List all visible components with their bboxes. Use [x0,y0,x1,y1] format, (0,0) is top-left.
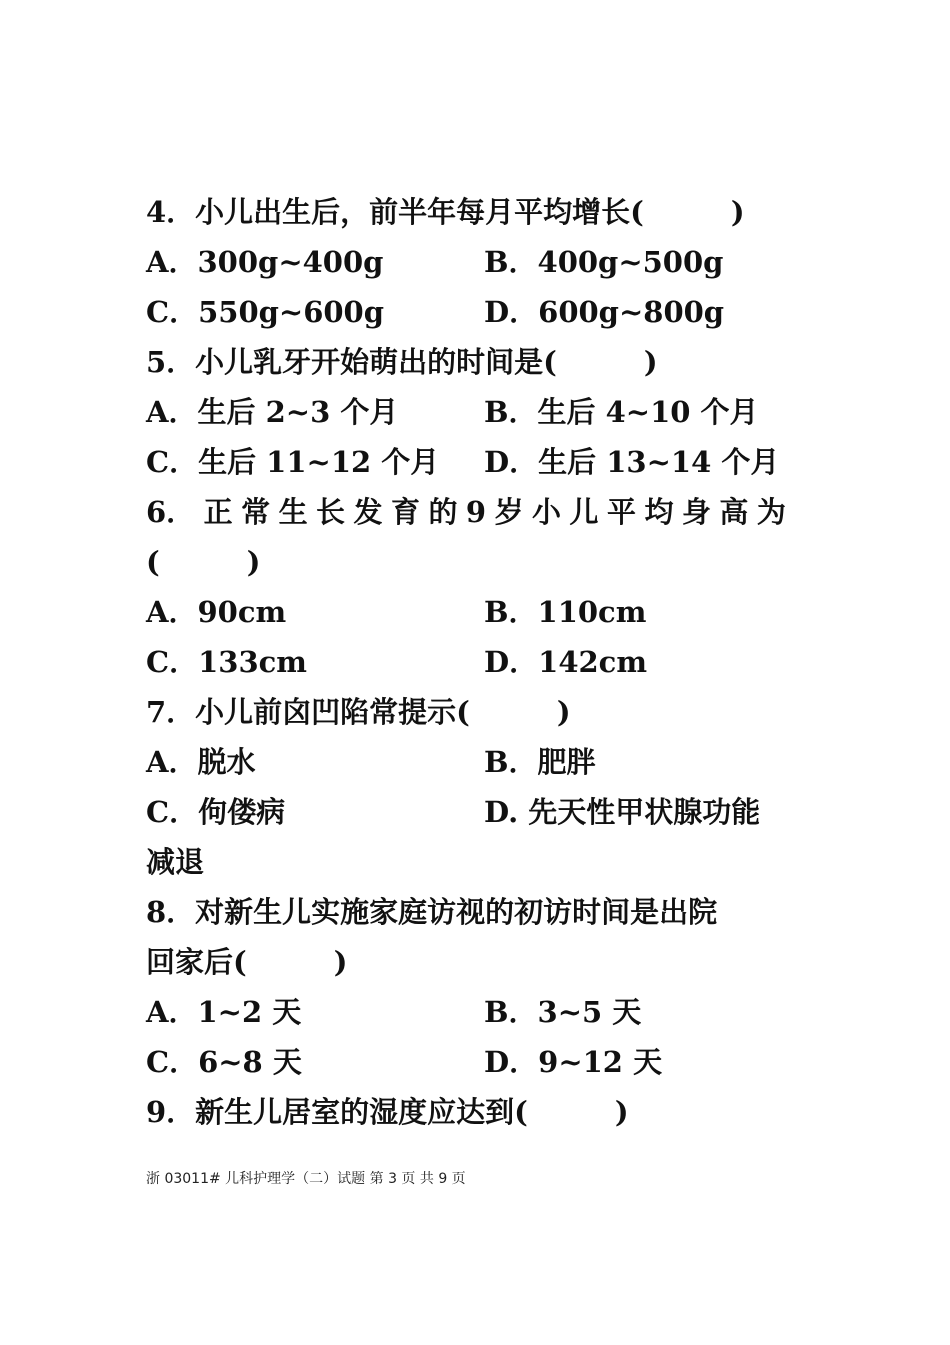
question-8-option-a: A．1~2 天 [146,995,302,1029]
question-6-options-row-2 [146,637,786,687]
question-7-stem: 7．小儿前囟凹陷常提示( ) [146,695,571,729]
question-6-option-a: A．90cm [146,595,287,629]
question-6-stem-char: 育 [390,495,420,529]
question-4-option-a: A．300g~400g [146,245,384,279]
question-6-option-b: B．110cm [484,595,647,629]
question-4-options-row-1 [146,237,786,287]
question-7-option-d-continuation: 减退 [146,845,205,879]
question-8-stem-line-2: 回家后( ) [146,945,348,979]
question-8-stem-line-1: 8．对新生儿实施家庭访视的初访时间是出院 [146,895,718,929]
question-7-option-c: C．佝偻病 [146,795,286,829]
question-6-stem-char: 6． [146,495,196,529]
question-5-option-b: B．生后 4~10 个月 [484,395,759,429]
question-7-options-row-2 [146,787,786,837]
question-6-stem-char: 为 [756,495,786,529]
question-6-stem-line-1 [146,487,786,537]
question-5-options-row-2 [146,437,786,487]
question-8-option-c: C．6~8 天 [146,1045,302,1079]
question-6-stem-char: 常 [241,495,271,529]
question-7-options-row-1 [146,737,786,787]
question-6-stem-char: 小 [532,495,562,529]
question-6-stem-char: 均 [644,495,674,529]
question-4-stem: 4．小儿出生后，前半年每月平均增长( ) [146,195,745,229]
question-list [146,187,786,1137]
question-6-stem-char: 长 [316,495,346,529]
question-5-options-row-1 [146,387,786,437]
question-4-option-d: D．600g~800g [484,295,725,329]
question-6-option-d: D．142cm [484,645,648,679]
question-6-stem-char: 身 [681,495,711,529]
question-8-options-row-1 [146,987,786,1037]
question-5-option-c: C．生后 11~12 个月 [146,445,440,479]
question-6-option-c: C．133cm [146,645,307,679]
question-6-stem-char: 正 [203,495,233,529]
question-6-stem-char: 生 [278,495,308,529]
question-6-stem-char: 高 [719,495,749,529]
question-7-option-d: D. 先天性甲状腺功能 [484,795,761,829]
question-6-stem-char: 岁 [494,495,524,529]
question-9-stem: 9．新生儿居室的湿度应达到( ) [146,1095,629,1129]
question-4-options-row-2 [146,287,786,337]
question-7-option-b: B．肥胖 [484,745,596,779]
question-6-stem-line-2: ( ) [146,545,261,579]
question-6-options-row-1 [146,587,786,637]
question-6-stem-char: 9 [465,495,487,529]
question-4-option-c: C．550g~600g [146,295,385,329]
question-5-option-a: A．生后 2~3 个月 [146,395,399,429]
page-footer: 浙 03011# 儿科护理学（二）试题 第 3 页 共 9 页 [146,1171,466,1187]
question-8-options-row-2 [146,1037,786,1087]
question-5-stem: 5．小儿乳牙开始萌出的时间是( ) [146,345,658,379]
question-6-stem-char: 的 [428,495,458,529]
question-8-option-b: B．3~5 天 [484,995,642,1029]
question-7-option-a: A．脱水 [146,745,256,779]
question-6-stem-char: 发 [353,495,383,529]
question-5-option-d: D．生后 13~14 个月 [484,445,780,479]
question-8-option-d: D．9~12 天 [484,1045,663,1079]
question-6-stem-char: 儿 [569,495,599,529]
question-4-option-b: B．400g~500g [484,245,724,279]
question-6-stem-char: 平 [606,495,636,529]
